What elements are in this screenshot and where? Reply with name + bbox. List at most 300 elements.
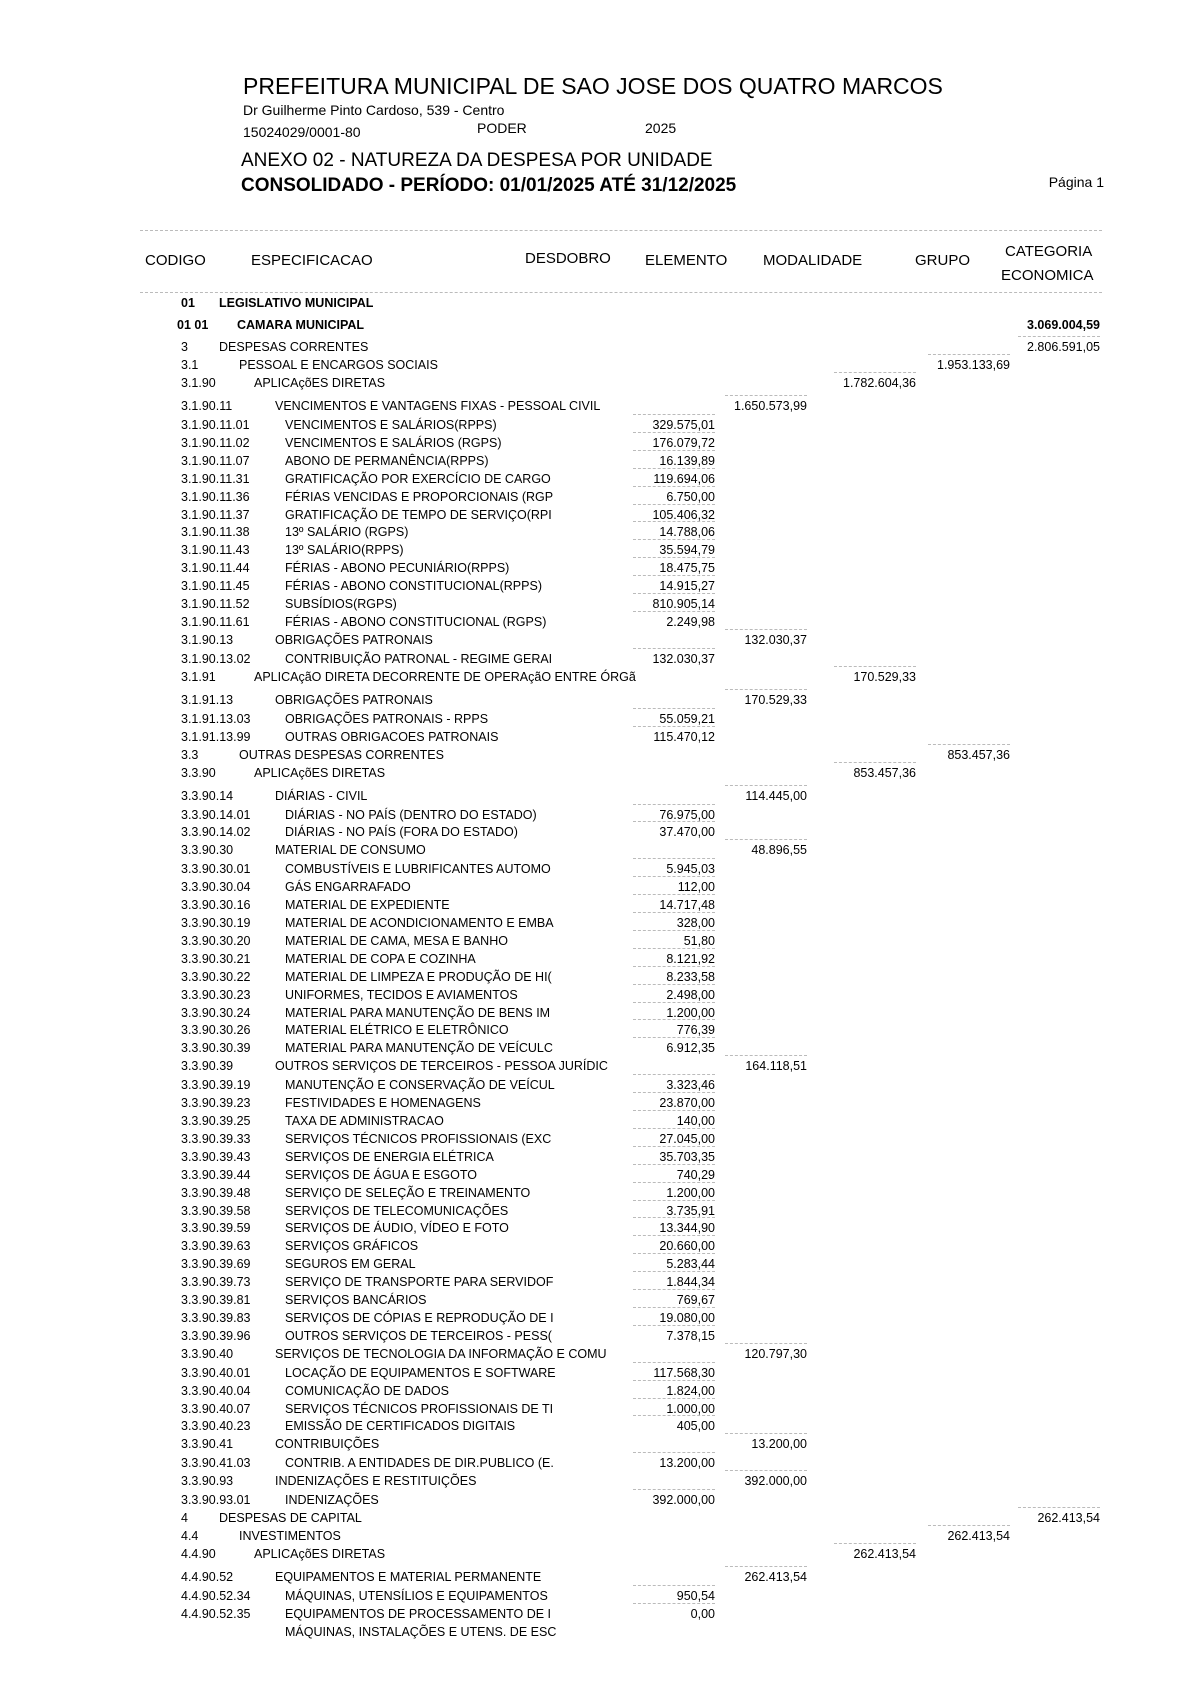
row-value: 19.080,00 — [659, 1310, 715, 1325]
value-underline — [633, 486, 715, 487]
value-underline — [725, 1055, 807, 1056]
row-description: SERVIÇOS DE ÁGUA E ESGOTO — [285, 1167, 477, 1182]
row-code: 3.3.90.39.69 — [181, 1257, 251, 1272]
value-underline — [633, 1307, 715, 1308]
row-value: 853.457,36 — [947, 747, 1010, 762]
table-row — [0, 1057, 1190, 1075]
table-row — [0, 932, 1190, 950]
value-underline — [633, 557, 715, 558]
col-elemento: ELEMENTO — [645, 252, 728, 269]
row-description: COMUNICAÇÃO DE DADOS — [285, 1383, 449, 1398]
row-code: 3.3.90.30.39 — [181, 1041, 251, 1056]
table-row — [0, 1345, 1190, 1363]
row-description: LEGISLATIVO MUNICIPAL — [219, 296, 374, 310]
row-description: SERVIÇOS DE ENERGIA ELÉTRICA — [285, 1149, 494, 1164]
table-row — [0, 878, 1190, 896]
table-row — [0, 1545, 1190, 1563]
value-underline — [834, 762, 916, 763]
table-row — [0, 1202, 1190, 1220]
row-code: 3.3.90.39.59 — [181, 1221, 251, 1236]
table-row — [0, 787, 1190, 805]
row-description: MATERIAL ELÉTRICO E ELETRÔNICO — [285, 1023, 509, 1038]
row-description: VENCIMENTOS E VANTAGENS FIXAS - PESSOAL CIVIL — [275, 399, 601, 413]
table-row — [0, 434, 1190, 452]
row-description: TAXA DE ADMINISTRACAO — [285, 1114, 444, 1128]
value-underline — [1018, 1507, 1100, 1508]
row-value: 20.660,00 — [659, 1239, 715, 1254]
table-row — [0, 746, 1190, 764]
value-underline — [633, 575, 715, 576]
row-value: 262.413,54 — [853, 1547, 916, 1562]
row-description: DIÁRIAS - CIVIL — [275, 788, 368, 803]
row-value: 35.703,35 — [659, 1149, 715, 1164]
row-value: 328,00 — [676, 916, 715, 930]
row-code: 3.3.90.39.23 — [181, 1096, 251, 1111]
value-underline — [725, 1433, 807, 1434]
value-underline — [633, 1289, 715, 1290]
table-row — [0, 1021, 1190, 1039]
row-description: CAMARA MUNICIPAL — [237, 318, 365, 332]
row-description: APLICAçõES DIRETAS — [254, 1547, 386, 1562]
row-description: COMBUSTÍVEIS E LUBRIFICANTES AUTOMO — [285, 862, 551, 877]
row-code: 3.3.90.30.20 — [181, 933, 251, 948]
table-row — [0, 294, 1190, 312]
table-row — [0, 650, 1190, 668]
row-value: 48.896,55 — [751, 843, 807, 858]
value-underline — [633, 521, 715, 522]
row-code: 3.1.91 — [181, 669, 216, 684]
row-value: 18.475,75 — [659, 561, 715, 576]
row-value: 37.470,00 — [659, 825, 715, 840]
row-description: GRATIFICAÇÃO POR EXERCÍCIO DE CARGO — [285, 471, 551, 486]
col-categoria: CATEGORIA — [1005, 243, 1093, 260]
value-underline — [633, 450, 715, 451]
row-code: 3.3.90.14.01 — [181, 807, 251, 822]
table-row — [0, 1166, 1190, 1184]
row-description: SERVIÇOS DE CÓPIAS E REPRODUÇÃO DE I — [285, 1310, 554, 1325]
row-code: 3.3.90.40.01 — [181, 1365, 251, 1380]
row-code: 3.1.90.11.01 — [181, 418, 250, 432]
row-value: 2.498,00 — [666, 987, 715, 1002]
row-value: 112,00 — [677, 880, 715, 895]
value-underline — [633, 876, 715, 877]
row-description: LOCAÇÃO DE EQUIPAMENTOS E SOFTWARE — [285, 1365, 556, 1380]
table-row — [0, 1112, 1190, 1130]
value-underline — [928, 1525, 1010, 1526]
row-code: 3.3.90.30.23 — [181, 987, 251, 1002]
row-description: VENCIMENTOS E SALÁRIOS (RGPS) — [285, 435, 502, 450]
table-row — [0, 1454, 1190, 1472]
row-code: 3.3.90.14 — [181, 788, 234, 803]
value-underline — [633, 1271, 715, 1272]
row-description: MATERIAL DE CAMA, MESA E BANHO — [285, 933, 508, 948]
row-value: 5.945,03 — [666, 862, 715, 877]
row-description: GÁS ENGARRAFADO — [285, 880, 411, 895]
row-value: 3.735,91 — [666, 1203, 715, 1218]
table-row — [0, 860, 1190, 878]
row-description: FÉRIAS - ABONO CONSTITUCIONAL(RPPS) — [285, 579, 542, 594]
value-underline — [633, 1074, 715, 1075]
row-value: 105.406,32 — [652, 507, 715, 522]
value-underline — [633, 1235, 715, 1236]
row-value: 1.650.573,99 — [734, 399, 807, 413]
value-underline — [633, 804, 715, 805]
row-code: 3.3.90.30.16 — [181, 898, 251, 913]
address: Dr Guilherme Pinto Cardoso, 539 - Centro — [243, 102, 505, 118]
table-row — [0, 968, 1190, 986]
row-code: 3.3 — [181, 747, 199, 762]
row-code: 3.1.90.13 — [181, 632, 234, 647]
row-description: INDENIZAÇÕES E RESTITUIÇÕES — [275, 1474, 477, 1489]
table-row — [0, 1435, 1190, 1453]
value-underline — [633, 912, 715, 913]
table-row — [0, 397, 1190, 415]
table-row — [0, 316, 1190, 334]
table-row — [0, 986, 1190, 1004]
row-value: 35.594,79 — [659, 543, 715, 558]
row-value: 13.344,90 — [659, 1221, 715, 1236]
row-value: 5.283,44 — [666, 1257, 715, 1272]
row-description: MATERIAL DE CONSUMO — [275, 843, 426, 858]
row-description: MATERIAL DE EXPEDIENTE — [285, 898, 450, 913]
anexo-title: ANEXO 02 - NATUREZA DA DESPESA POR UNIDADE — [241, 150, 713, 171]
row-value: 176.079,72 — [652, 435, 715, 450]
table-row — [0, 1184, 1190, 1202]
table-row — [0, 1527, 1190, 1545]
value-underline — [633, 1002, 715, 1003]
row-value: 1.824,00 — [666, 1383, 715, 1398]
row-description: SUBSÍDIOS(RGPS) — [285, 597, 397, 611]
value-underline — [633, 1200, 715, 1201]
value-underline — [633, 1037, 715, 1038]
row-code: 3.1.90.11.38 — [181, 525, 250, 540]
row-value: 392.000,00 — [652, 1493, 715, 1508]
row-code: 3.3.90.30.19 — [181, 916, 251, 930]
row-description: OUTROS SERVIÇOS DE TERCEIROS - PESS( — [285, 1328, 552, 1343]
col-desdobro: DESDOBRO — [525, 250, 611, 267]
value-underline — [633, 648, 715, 649]
row-value: 2.806.591,05 — [1027, 340, 1100, 354]
row-value: 1.844,34 — [666, 1275, 715, 1290]
table-row — [0, 1509, 1190, 1527]
row-code: 3.3.90.30.01 — [181, 862, 251, 877]
value-underline — [633, 894, 715, 895]
row-description: UNIFORMES, TECIDOS E AVIAMENTOS — [285, 987, 518, 1002]
row-code: 3.1.90.11.31 — [181, 471, 250, 486]
row-description: SERVIÇOS DE TELECOMUNICAÇÕES — [285, 1203, 509, 1218]
row-code: 3.1.90.11.36 — [181, 489, 250, 504]
row-value: 27.045,00 — [659, 1131, 715, 1146]
value-underline — [633, 1092, 715, 1093]
row-value: 164.118,51 — [745, 1059, 807, 1074]
table-row — [0, 764, 1190, 782]
row-value: 120.797,30 — [744, 1346, 807, 1361]
row-code: 4 — [181, 1511, 188, 1526]
table-row — [0, 488, 1190, 506]
row-value: 140,00 — [676, 1114, 715, 1128]
row-value: 23.870,00 — [659, 1096, 715, 1111]
row-description: FÉRIAS - ABONO PECUNIÁRIO(RPPS) — [285, 561, 510, 576]
poder-label: PODER — [477, 120, 527, 136]
value-underline — [633, 726, 715, 727]
value-underline — [725, 1566, 807, 1567]
value-underline — [633, 1415, 715, 1416]
row-value: 1.200,00 — [666, 1185, 715, 1200]
value-underline — [633, 858, 715, 859]
value-underline — [633, 948, 715, 949]
row-description: SERVIÇO DE SELEÇÃO E TREINAMENTO — [285, 1185, 531, 1200]
row-code: 3.3.90.30.21 — [181, 951, 251, 966]
row-description: VENCIMENTOS E SALÁRIOS(RPPS) — [285, 418, 497, 432]
row-description: OBRIGAÇÕES PATRONAIS — [275, 692, 433, 707]
row-description: DESPESAS DE CAPITAL — [219, 1511, 362, 1526]
value-underline — [633, 468, 715, 469]
row-code: 3.3.90.39 — [181, 1059, 234, 1074]
row-value: 853.457,36 — [853, 765, 916, 780]
table-row — [0, 1130, 1190, 1148]
row-code: 3.3.90.41.03 — [181, 1456, 251, 1471]
table-row — [0, 523, 1190, 541]
value-underline — [633, 708, 715, 709]
row-value: 13.200,00 — [751, 1437, 807, 1452]
value-underline — [633, 611, 715, 612]
row-code: 3.3.90.39.73 — [181, 1275, 251, 1290]
row-value: 1.200,00 — [666, 1005, 715, 1020]
row-description: OUTRAS OBRIGACOES PATRONAIS — [285, 729, 499, 744]
row-description: OUTRAS DESPESAS CORRENTES — [239, 747, 444, 762]
row-code: 3.3.90.39.96 — [181, 1328, 251, 1343]
table-row — [0, 470, 1190, 488]
row-description: SEGUROS EM GERAL — [285, 1257, 416, 1272]
row-code: 3.1 — [181, 358, 199, 372]
row-code: 3.3.90.39.58 — [181, 1203, 251, 1218]
row-code: 3.3.90.93 — [181, 1474, 234, 1489]
value-underline — [633, 1217, 715, 1218]
row-description: INDENIZAÇÕES — [285, 1493, 379, 1508]
row-description: FÉRIAS VENCIDAS E PROPORCIONAIS (RGP — [285, 489, 554, 504]
row-code: 3.3.90.40.23 — [181, 1419, 251, 1434]
row-code: 3.3.90.40 — [181, 1346, 234, 1361]
col-grupo: GRUPO — [915, 252, 971, 269]
value-underline — [633, 504, 715, 505]
row-description: OUTROS SERVIÇOS DE TERCEIROS - PESSOA JURÍDIC — [275, 1059, 608, 1074]
row-description: MANUTENÇÃO E CONSERVAÇÃO DE VEÍCUL — [285, 1078, 555, 1093]
row-value: 8.233,58 — [666, 969, 715, 984]
row-value: 16.139,89 — [659, 453, 715, 468]
row-description: MÁQUINAS, UTENSÍLIOS E EQUIPAMENTOS — [285, 1589, 548, 1604]
value-underline — [633, 1128, 715, 1129]
row-description: 13º SALÁRIO (RGPS) — [285, 525, 409, 540]
value-underline — [928, 744, 1010, 745]
row-value: 776,39 — [676, 1023, 715, 1038]
row-value: 1.782.604,36 — [843, 376, 916, 390]
value-underline — [633, 1019, 715, 1020]
table-row — [0, 1094, 1190, 1112]
row-code: 3.1.90.11 — [181, 399, 233, 413]
table-row — [0, 506, 1190, 524]
value-underline — [1018, 336, 1100, 337]
row-code: 4.4 — [181, 1529, 199, 1544]
row-value: 14.717,48 — [659, 898, 715, 913]
row-description: OBRIGAÇÕES PATRONAIS - RPPS — [285, 711, 489, 726]
row-value: 114.445,00 — [745, 788, 807, 803]
table-row — [0, 1382, 1190, 1400]
row-code: 3.1.90.13.02 — [181, 651, 251, 666]
row-value: 262.413,54 — [1037, 1511, 1100, 1526]
table-row — [0, 1273, 1190, 1291]
table-row — [0, 1004, 1190, 1022]
table-row — [0, 896, 1190, 914]
fiscal-year: 2025 — [645, 120, 677, 136]
table-row — [0, 806, 1190, 824]
table-row — [0, 841, 1190, 859]
row-description: EMISSÃO DE CERTIFICADOS DIGITAIS — [285, 1419, 516, 1434]
row-description: SERVIÇOS DE ÁUDIO, VÍDEO E FOTO — [285, 1221, 509, 1236]
row-description: DESPESAS CORRENTES — [219, 340, 369, 354]
row-code: 3.3.90.39.33 — [181, 1131, 251, 1146]
row-description: SERVIÇOS DE TECNOLOGIA DA INFORMAÇÃO E COMU — [275, 1346, 607, 1361]
table-row — [0, 541, 1190, 559]
page-number: Página 1 — [1048, 174, 1104, 190]
row-description: MÁQUINAS, INSTALAÇÕES E UTENS. DE ESC — [285, 1624, 557, 1639]
row-value: 76.975,00 — [659, 807, 715, 822]
row-code: 01 01 — [177, 318, 209, 332]
row-code: 3.1.90.11.43 — [181, 543, 250, 558]
table-row — [0, 950, 1190, 968]
value-underline — [725, 785, 807, 786]
row-value: 0,00 — [690, 1607, 715, 1621]
row-description: PESSOAL E ENCARGOS SOCIAIS — [239, 358, 438, 372]
row-code: 4.4.90.52.35 — [181, 1607, 251, 1621]
row-code: 3.1.90.11.61 — [181, 614, 250, 629]
col-especificacao: ESPECIFICACAO — [251, 252, 373, 269]
row-description: EQUIPAMENTOS DE PROCESSAMENTO DE I — [285, 1607, 552, 1621]
row-code: 3.1.90.11.07 — [181, 453, 250, 468]
row-code: 3 — [181, 340, 188, 354]
report-title: PREFEITURA MUNICIPAL DE SAO JOSE DOS QUATRO MARCOS — [243, 73, 943, 99]
table-row — [0, 1237, 1190, 1255]
row-code: 3.3.90.39.25 — [181, 1114, 251, 1128]
table-row — [0, 1417, 1190, 1435]
row-code: 3.3.90.39.81 — [181, 1293, 251, 1307]
value-underline — [633, 539, 715, 540]
table-row — [0, 595, 1190, 613]
row-value: 950,54 — [676, 1589, 715, 1604]
table-row — [0, 374, 1190, 392]
row-code: 3.3.90.39.48 — [181, 1185, 251, 1200]
row-value: 392.000,00 — [744, 1474, 807, 1489]
row-code: 3.3.90.30.24 — [181, 1005, 251, 1020]
row-code: 3.3.90.39.83 — [181, 1310, 251, 1325]
row-description: SERVIÇOS TÉCNICOS PROFISSIONAIS (EXC — [285, 1131, 552, 1146]
row-value: 170.529,33 — [744, 692, 807, 707]
value-underline — [633, 966, 715, 967]
row-code: 3.3.90.40.04 — [181, 1383, 251, 1398]
table-row — [0, 1076, 1190, 1094]
table-row — [0, 1400, 1190, 1418]
table-row — [0, 613, 1190, 631]
row-value: 119.694,06 — [653, 471, 715, 486]
row-code: 4.4.90.52.34 — [181, 1589, 251, 1604]
row-code: 3.3.90.30.04 — [181, 880, 251, 895]
table-row — [0, 691, 1190, 709]
table-row — [0, 1491, 1190, 1509]
row-value: 13.200,00 — [659, 1456, 715, 1471]
row-description: SERVIÇOS GRÁFICOS — [285, 1239, 419, 1254]
row-value: 405,00 — [676, 1419, 715, 1434]
value-underline — [834, 1543, 916, 1544]
row-value: 170.529,33 — [853, 669, 916, 684]
row-description: SERVIÇOS BANCÁRIOS — [285, 1293, 427, 1307]
row-code: 3.1.90 — [181, 376, 216, 390]
cnpj: 15024029/0001-80 — [243, 124, 361, 140]
value-underline — [633, 1362, 715, 1363]
row-value: 132.030,37 — [744, 632, 807, 647]
table-row — [0, 577, 1190, 595]
row-value: 3.069.004,59 — [1027, 318, 1100, 332]
row-value: 810.905,14 — [652, 597, 715, 611]
row-code: 3.3.90.39.19 — [181, 1078, 251, 1093]
row-description: MATERIAL PARA MANUTENÇÃO DE VEÍCULC — [285, 1041, 553, 1056]
col-codigo: CODIGO — [145, 252, 206, 269]
table-row — [0, 823, 1190, 841]
row-description: 13º SALÁRIO(RPPS) — [285, 543, 404, 558]
row-description: MATERIAL DE ACONDICIONAMENTO E EMBA — [285, 916, 554, 930]
row-code: 3.1.90.11.02 — [181, 435, 250, 450]
table-row — [0, 728, 1190, 746]
table-row — [0, 1219, 1190, 1237]
table-row — [0, 1291, 1190, 1309]
row-description: CONTRIBUIÇÃO PATRONAL - REGIME GERAI — [285, 651, 553, 666]
value-underline — [633, 1164, 715, 1165]
row-description: SERVIÇO DE TRANSPORTE PARA SERVIDOF — [285, 1275, 554, 1290]
row-code: 01 — [181, 296, 195, 310]
row-value: 14.788,06 — [659, 525, 715, 540]
value-underline — [633, 1110, 715, 1111]
value-underline — [633, 593, 715, 594]
row-description: OBRIGAÇÕES PATRONAIS — [275, 632, 433, 647]
table-row — [0, 1605, 1190, 1623]
row-value: 55.059,21 — [659, 711, 715, 726]
row-code: 3.3.90.39.43 — [181, 1149, 251, 1164]
row-code: 3.1.91.13.99 — [181, 729, 251, 744]
row-description: ABONO DE PERMANÊNCIA(RPPS) — [285, 453, 489, 468]
row-description: MATERIAL PARA MANUTENÇÃO DE BENS IM — [285, 1005, 551, 1020]
value-underline — [633, 930, 715, 931]
value-underline — [725, 689, 807, 690]
value-underline — [633, 432, 715, 433]
row-value: 769,67 — [676, 1293, 715, 1307]
row-value: 262.413,54 — [947, 1529, 1010, 1544]
value-underline — [633, 1585, 715, 1586]
row-value: 7.378,15 — [666, 1328, 715, 1343]
row-value: 6.750,00 — [666, 489, 715, 504]
row-value: 2.249,98 — [666, 614, 715, 629]
row-code: 3.3.90.39.63 — [181, 1239, 251, 1254]
row-description: CONTRIB. A ENTIDADES DE DIR.PUBLICO (E. — [285, 1456, 554, 1471]
table-row — [0, 338, 1190, 356]
row-code: 3.1.90.11.44 — [181, 561, 250, 576]
col-economica: ECONOMICA — [1001, 267, 1094, 284]
row-code: 4.4.90.52 — [181, 1570, 234, 1585]
row-value: 115.470,12 — [653, 729, 715, 744]
table-row — [0, 559, 1190, 577]
row-value: 262.413,54 — [744, 1570, 807, 1585]
table-row — [0, 668, 1190, 686]
row-code: 3.3.90.39.44 — [181, 1167, 251, 1182]
value-underline — [725, 629, 807, 630]
value-underline — [633, 1398, 715, 1399]
